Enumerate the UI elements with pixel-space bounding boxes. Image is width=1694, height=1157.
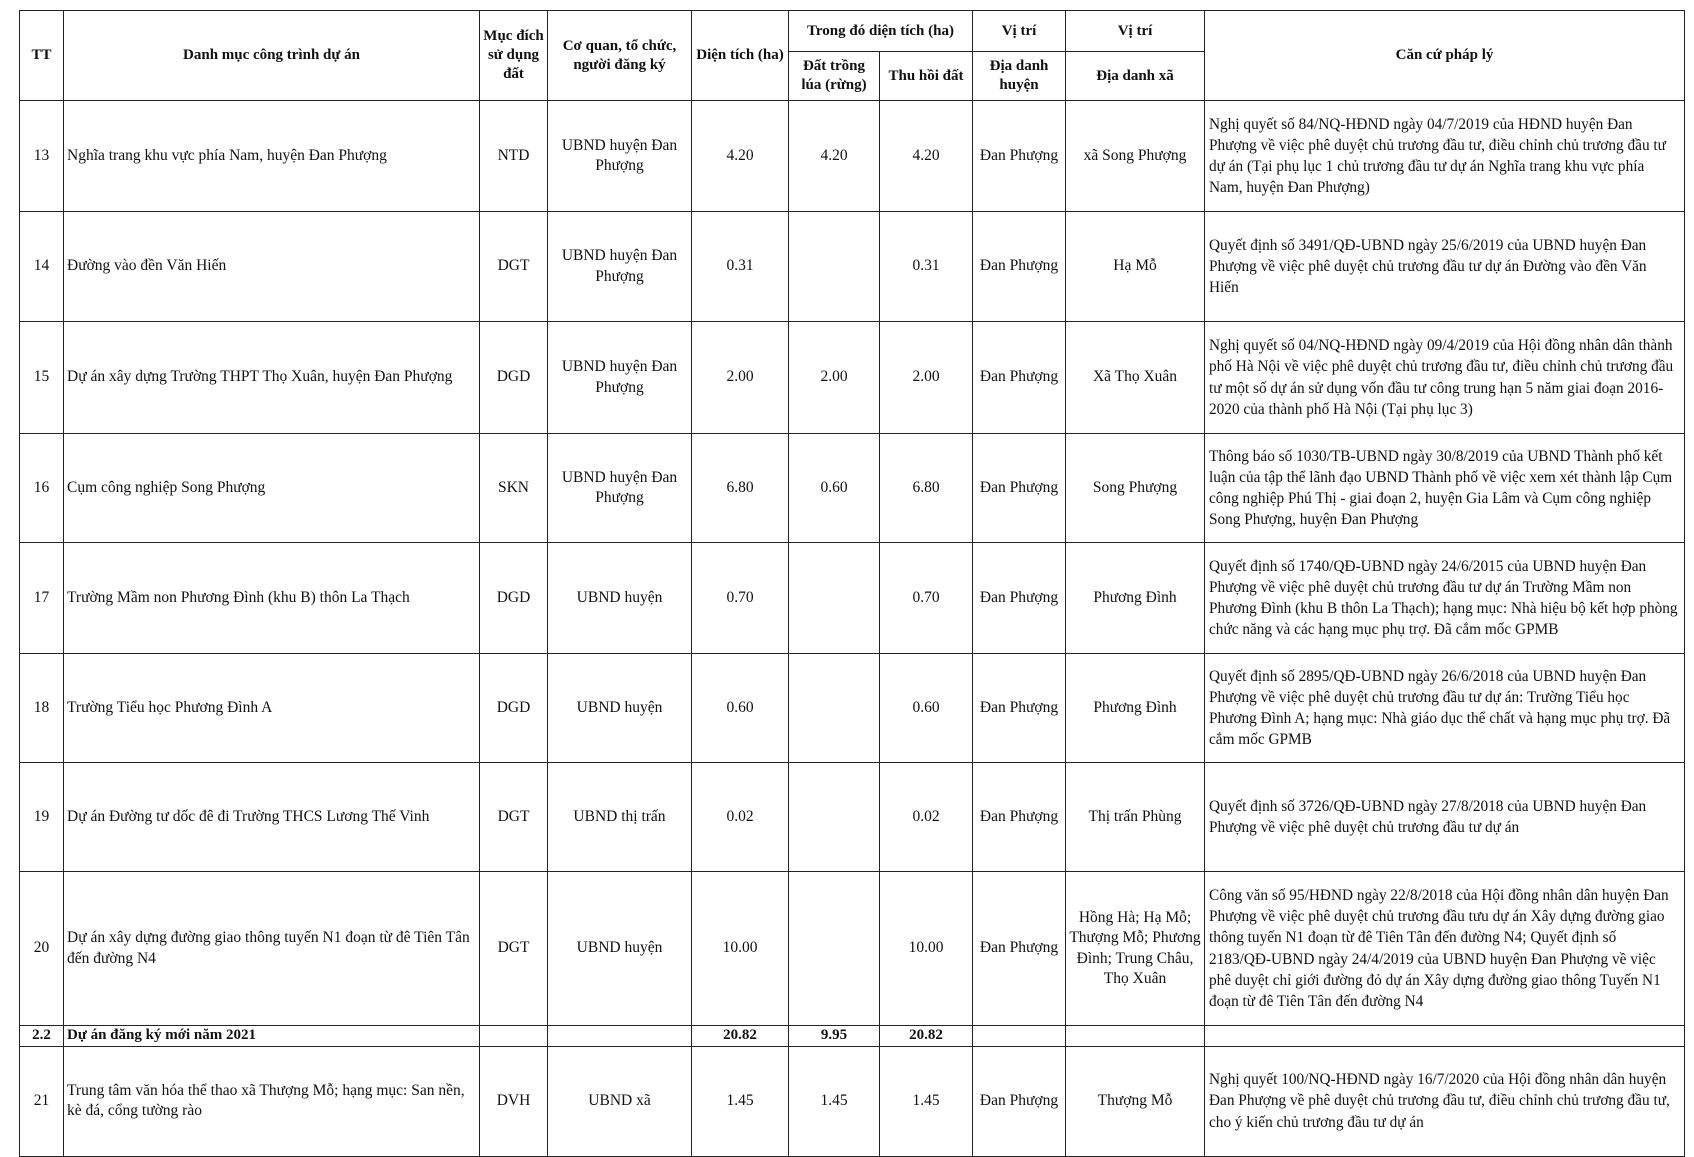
agency: UBND huyện Đan Phượng	[548, 101, 692, 212]
agency: UBND huyện	[548, 654, 692, 763]
header-land-recovery: Thu hồi đất	[880, 52, 973, 101]
header-project-list: Danh mục công trình dự án	[64, 11, 480, 101]
district: Đan Phượng	[973, 543, 1066, 654]
section-number: 2.2	[20, 1026, 64, 1047]
agency: UBND huyện Đan Phượng	[548, 322, 692, 434]
project-name: Trường Tiểu học Phương Đình A	[64, 654, 480, 763]
legal-basis: Nghị quyết số 04/NQ-HĐND ngày 09/4/2019 của Hội đồng nhân dân thành phố Hà Nội về việc phê duyệt chủ trương đầu tư, điều chỉnh chủ trương đầu tư một số dự án sử dụng vốn đầu tư công trung hạn 5 năm giai đoạn 2016-2020 của thành phố Hà Nội (Tại phụ lục 3)	[1205, 322, 1685, 434]
row-number: 16	[20, 434, 64, 543]
area: 1.45	[692, 1046, 789, 1156]
table-row	[20, 101, 1685, 212]
rice-land-area	[789, 763, 880, 872]
rice-land-area	[789, 543, 880, 654]
header-location-2: Vị trí	[1066, 11, 1205, 52]
rice-land-area: 0.60	[789, 434, 880, 543]
area: 0.60	[692, 654, 789, 763]
land-purpose: NTD	[480, 101, 548, 212]
header-rice-land: Đất trồng lúa (rừng)	[789, 52, 880, 101]
section-rice-total: 9.95	[789, 1026, 880, 1047]
table-row	[20, 654, 1685, 763]
land-purpose: DGT	[480, 212, 548, 322]
header-of-which: Trong đó diện tích (ha)	[789, 11, 973, 52]
row-number: 13	[20, 101, 64, 212]
project-name: Nghĩa trang khu vực phía Nam, huyện Đan Phượng	[64, 101, 480, 212]
legal-basis: Quyết định số 2895/QĐ-UBND ngày 26/6/2018 của UBND huyện Đan Phượng về việc phê duyệt chủ trương đầu tư dự án: Trường Tiểu học Phương Đình A; hạng mục: Nhà giáo dục thể chất và hạng mục phụ trợ. Đã cắm mốc GPMB	[1205, 654, 1685, 763]
project-name: Dự án xây dựng đường giao thông tuyến N1 đoạn từ đê Tiên Tân đến đường N4	[64, 872, 480, 1026]
section-row	[20, 1026, 1685, 1047]
rice-land-area: 2.00	[789, 322, 880, 434]
recovery-area: 4.20	[880, 101, 973, 212]
project-name: Dự án xây dựng Trường THPT Thọ Xuân, huyện Đan Phượng	[64, 322, 480, 434]
rice-land-area	[789, 872, 880, 1026]
table-row	[20, 872, 1685, 1026]
area: 2.00	[692, 322, 789, 434]
header-agency: Cơ quan, tổ chức, người đăng ký	[548, 11, 692, 101]
district: Đan Phượng	[973, 872, 1066, 1026]
recovery-area: 1.45	[880, 1046, 973, 1156]
agency: UBND huyện	[548, 543, 692, 654]
row-number: 14	[20, 212, 64, 322]
recovery-area: 0.70	[880, 543, 973, 654]
district: Đan Phượng	[973, 434, 1066, 543]
project-name: Trung tâm văn hóa thể thao xã Thượng Mỗ; hạng mục: San nền, kè đá, cổng tường rào	[64, 1046, 480, 1156]
commune: xã Song Phượng	[1066, 101, 1205, 212]
land-purpose: DGD	[480, 322, 548, 434]
project-name: Dự án Đường tư dốc đê đi Trường THCS Lương Thế Vinh	[64, 763, 480, 872]
land-use-project-table	[19, 10, 1685, 1157]
land-purpose: SKN	[480, 434, 548, 543]
district: Đan Phượng	[973, 101, 1066, 212]
row-number: 19	[20, 763, 64, 872]
rice-land-area	[789, 212, 880, 322]
agency: UBND xã	[548, 1046, 692, 1156]
district: Đan Phượng	[973, 212, 1066, 322]
land-purpose: DGT	[480, 763, 548, 872]
document-page	[19, 10, 1685, 1157]
agency: UBND huyện Đan Phượng	[548, 212, 692, 322]
header-row-1	[20, 11, 1685, 52]
table-row	[20, 434, 1685, 543]
commune: Thị trấn Phùng	[1066, 763, 1205, 872]
recovery-area: 0.60	[880, 654, 973, 763]
area: 4.20	[692, 101, 789, 212]
commune: Phương Đình	[1066, 543, 1205, 654]
commune: Hồng Hà; Hạ Mỗ; Thượng Mỗ; Phương Đình; Trung Châu, Thọ Xuân	[1066, 872, 1205, 1026]
recovery-area: 6.80	[880, 434, 973, 543]
section-title: Dự án đăng ký mới năm 2021	[64, 1026, 480, 1047]
district: Đan Phượng	[973, 763, 1066, 872]
commune: Thượng Mỗ	[1066, 1046, 1205, 1156]
commune: Xã Thọ Xuân	[1066, 322, 1205, 434]
table-row	[20, 543, 1685, 654]
area: 0.02	[692, 763, 789, 872]
table-row	[20, 322, 1685, 434]
legal-basis: Quyết định số 3491/QĐ-UBND ngày 25/6/2019 của UBND huyện Đan Phượng về việc phê duyệt chủ trương đầu tư dự án Đường vào đền Văn Hiến	[1205, 212, 1685, 322]
rice-land-area: 1.45	[789, 1046, 880, 1156]
commune: Song Phượng	[1066, 434, 1205, 543]
project-name: Đường vào đền Văn Hiến	[64, 212, 480, 322]
row-number: 20	[20, 872, 64, 1026]
header-location-1: Vị trí	[973, 11, 1066, 52]
header-land-purpose: Mục đích sử dụng đất	[480, 11, 548, 101]
district: Đan Phượng	[973, 654, 1066, 763]
commune: Phương Đình	[1066, 654, 1205, 763]
area: 10.00	[692, 872, 789, 1026]
header-commune: Địa danh xã	[1066, 52, 1205, 101]
area: 0.31	[692, 212, 789, 322]
section-recovery-total: 20.82	[880, 1026, 973, 1047]
district: Đan Phượng	[973, 322, 1066, 434]
legal-basis: Quyết định số 3726/QĐ-UBND ngày 27/8/2018 của UBND huyện Đan Phượng về việc phê duyệt chủ trương đầu tư dự án	[1205, 763, 1685, 872]
row-number: 18	[20, 654, 64, 763]
agency: UBND huyện Đan Phượng	[548, 434, 692, 543]
legal-basis: Nghị quyết 100/NQ-HĐND ngày 16/7/2020 của Hội đồng nhân dân huyện Đan Phượng về phê duyệt chủ trương đầu tư, điều chỉnh chủ trương đầu tư, cho ý kiến chủ trương đầu tư dự án	[1205, 1046, 1685, 1156]
legal-basis: Nghị quyết số 84/NQ-HĐND ngày 04/7/2019 của HĐND huyện Đan Phượng về việc phê duyệt chủ trương đầu tư, điều chỉnh chủ trương đầu tư dự án (Tại phụ lục 1 chủ trương đầu tư dự án Nghĩa trang khu vực phía Nam, huyện Đan Phượng)	[1205, 101, 1685, 212]
header-district: Địa danh huyện	[973, 52, 1066, 101]
agency: UBND huyện	[548, 872, 692, 1026]
header-tt: TT	[20, 11, 64, 101]
project-name: Cụm công nghiệp Song Phượng	[64, 434, 480, 543]
row-number: 21	[20, 1046, 64, 1156]
agency: UBND thị trấn	[548, 763, 692, 872]
header-area: Diện tích (ha)	[692, 11, 789, 101]
recovery-area: 0.02	[880, 763, 973, 872]
rice-land-area	[789, 654, 880, 763]
land-purpose: DGT	[480, 872, 548, 1026]
recovery-area: 10.00	[880, 872, 973, 1026]
table-row	[20, 212, 1685, 322]
land-purpose: DVH	[480, 1046, 548, 1156]
header-legal-basis: Căn cứ pháp lý	[1205, 11, 1685, 101]
section-area-total: 20.82	[692, 1026, 789, 1047]
legal-basis: Công văn số 95/HĐND ngày 22/8/2018 của Hội đồng nhân dân huyện Đan Phượng về việc phê duyệt chủ trương đầu tưu dự án Xây dựng đường giao thông tuyến N1 đoạn từ đê Tiên Tân đến đường N4; Quyết định số 2183/QĐ-UBND ngày 24/4/2019 của UBND huyện Đan Phượng về việc phê duyệt chỉ giới đường đỏ dự án Xây dựng đường giao thông Tuyến N1 đoạn từ đê Tiên Tân đến đường N4	[1205, 872, 1685, 1026]
row-number: 17	[20, 543, 64, 654]
commune: Hạ Mỗ	[1066, 212, 1205, 322]
recovery-area: 0.31	[880, 212, 973, 322]
land-purpose: DGD	[480, 654, 548, 763]
rice-land-area: 4.20	[789, 101, 880, 212]
row-number: 15	[20, 322, 64, 434]
area: 6.80	[692, 434, 789, 543]
legal-basis: Quyết định số 1740/QĐ-UBND ngày 24/6/2015 của UBND huyện Đan Phượng về việc phê duyệt chủ trương đầu tư dự án Trường Mầm non Phương Đình (khu B thôn La Thạch); hạng mục: Nhà hiệu bộ kết hợp phòng chức năng và các hạng mục phụ trợ. Đã cắm mốc GPMB	[1205, 543, 1685, 654]
legal-basis: Thông báo số 1030/TB-UBND ngày 30/8/2019 của UBND Thành phố kết luận của tập thể lãnh đạo UBND Thành phố về việc xem xét thành lập Cụm công nghiệp Phú Thị - giai đoạn 2, huyện Gia Lâm và Cụm công nghiệp Song Phượng, huyện Đan Phượng	[1205, 434, 1685, 543]
land-purpose: DGD	[480, 543, 548, 654]
table-row	[20, 1046, 1685, 1156]
area: 0.70	[692, 543, 789, 654]
table-row	[20, 763, 1685, 872]
recovery-area: 2.00	[880, 322, 973, 434]
project-name: Trường Mầm non Phương Đình (khu B) thôn La Thạch	[64, 543, 480, 654]
district: Đan Phượng	[973, 1046, 1066, 1156]
